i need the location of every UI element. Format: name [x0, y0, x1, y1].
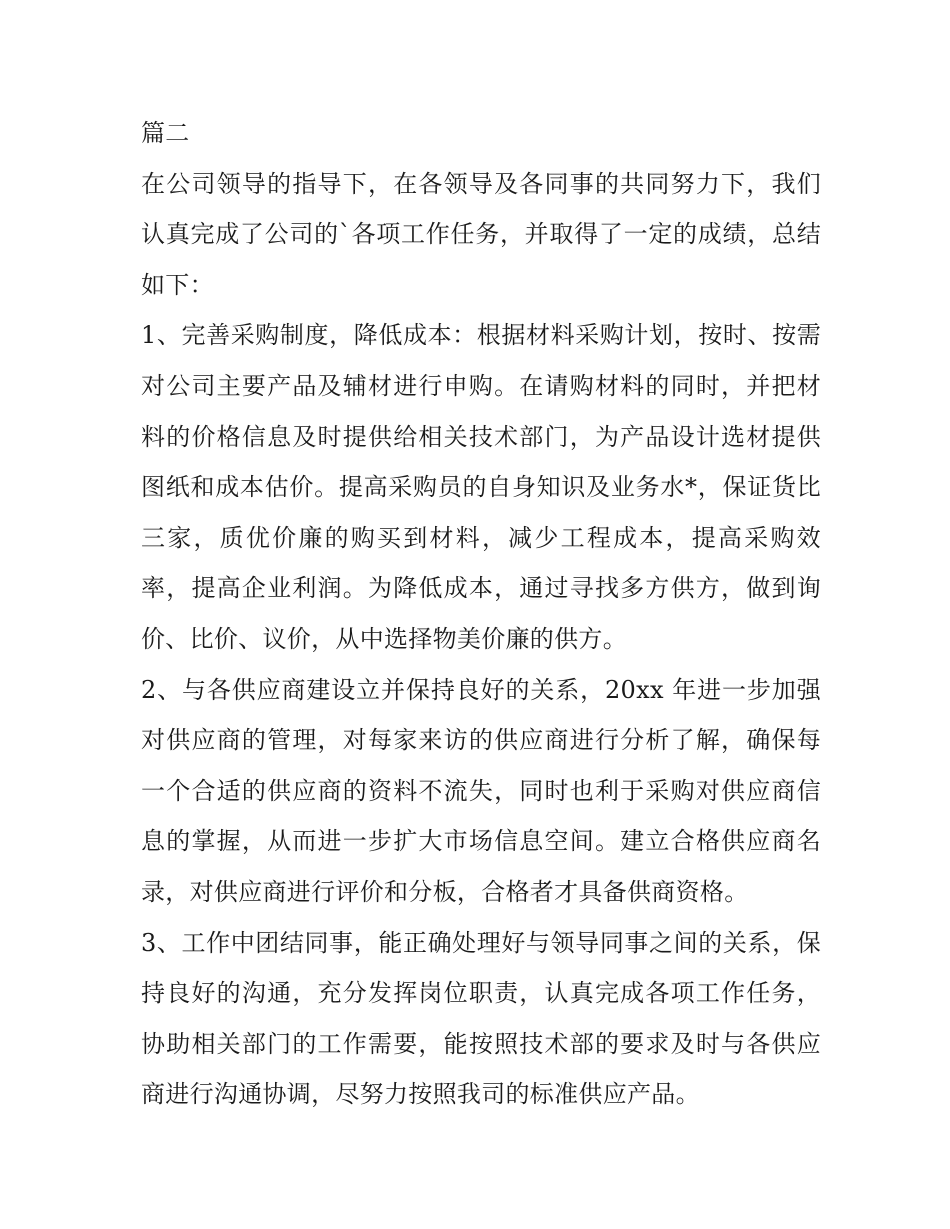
paragraph-suppliers: 2、与各供应商建设立并保持良好的关系，20xx 年进一步加强对供应商的管理，对每家来访的供应商进行分析了解，确保每一个合适的供应商的资料不流失，同时也利于采购对供应商信息的掌握，从而进一步扩大市场信息空间。建立合格供应商名录，对供应商进行评价和分板，合格者才具备供商资格。 [141, 675, 821, 906]
paragraph-teamwork: 3、工作中团结同事，能正确处理好与领导同事之间的关系，保持良好的沟通，充分发挥岗位职责，认真完成各项工作任务，协助相关部门的工作需要，能按照技术部的要求及时与各供应商进行沟通协调，尽努力按照我司的标准供应产品。 [141, 928, 821, 1109]
paragraph-procurement: 1、完善采购制度，降低成本：根据材料采购计划，按时、按需对公司主要产品及辅材进行申购。在请购材料的同时，并把材料的价格信息及时提供给相关技术部门，为产品设计选材提供图纸和成本估价。提高采购员的自身知识及业务水*，保证货比三家，质优价廉的购买到材料，减少工程成本，提高采购效率，提高企业利润。为降低成本，通过寻找多方供方，做到询价、比价、议价，从中选择物美价廉的供方。 [141, 321, 821, 653]
intro-paragraph: 在公司领导的指导下，在各领导及各同事的共同努力下，我们认真完成了公司的`各项工作任务，并取得了一定的成绩，总结如下： [141, 169, 821, 299]
section-heading: 篇二 [141, 119, 190, 147]
document-body [141, 108, 821, 1120]
